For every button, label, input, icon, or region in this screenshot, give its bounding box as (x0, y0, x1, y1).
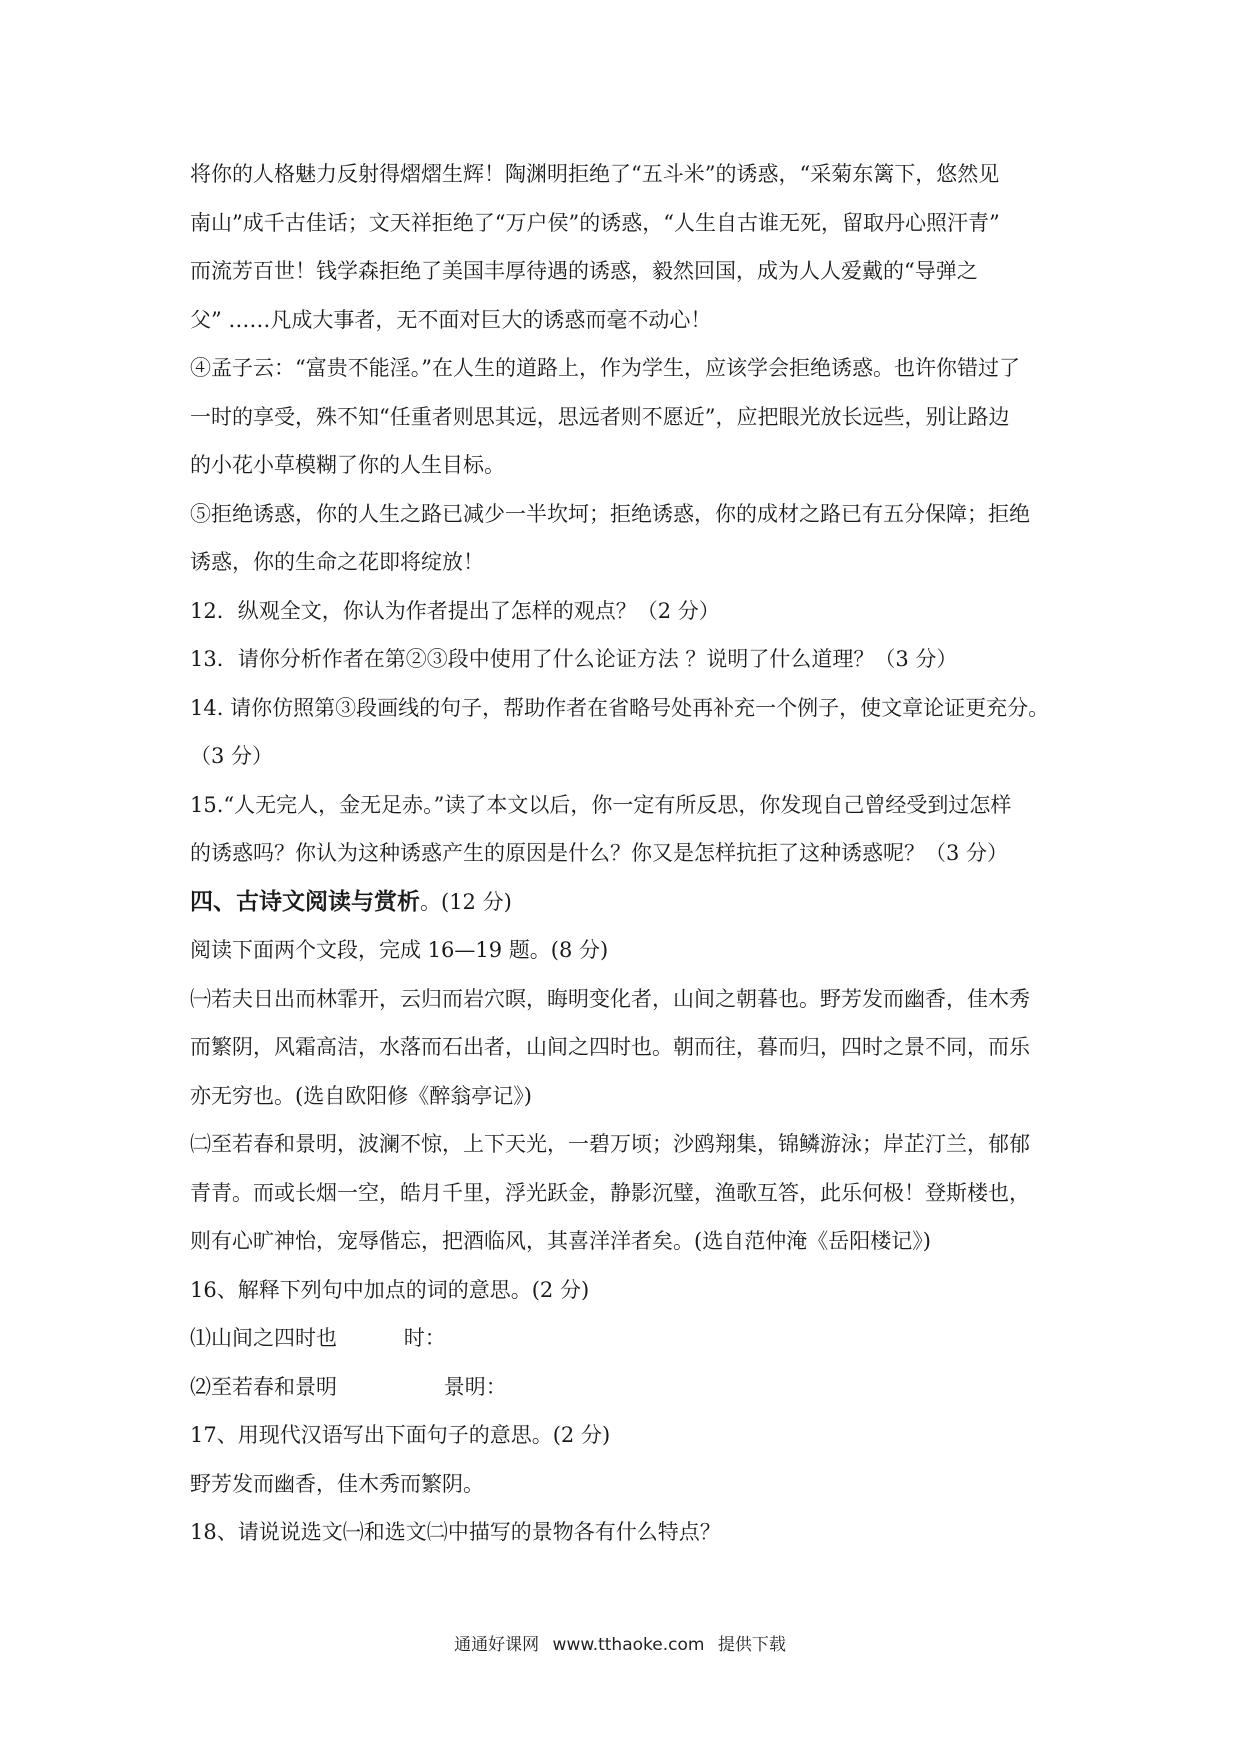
question-18: 18、请说说选文㈠和选文㈡中描写的景物各有什么特点？ (190, 1520, 721, 1544)
text-line: 而流芳百世！钱学森拒绝了美国丰厚待遇的诱惑，毅然回国，成为人人爱戴的“导弹之 (190, 259, 978, 283)
passage-1: 亦无穷也。(选自欧阳修《醉翁亭记》) (190, 1083, 532, 1108)
text-line: 将你的人格魅力反射得熠熠生辉！陶渊明拒绝了“五斗米”的诱惑，“采菊东篱下，悠然见 (190, 162, 1000, 186)
footer-site-name: 通通好课网 (454, 1635, 540, 1655)
passage-2: 则有心旷神怡，宠辱偕忘，把酒临风，其喜洋洋者矣。(选自范仲淹《岳阳楼记》) (190, 1229, 931, 1253)
passage-1: ㈠若夫日出而林霏开，云归而岩穴暝，晦明变化者，山间之朝暮也。野芳发而幽香，佳木秀 (190, 986, 1030, 1011)
question-15: 15.“人无完人，金无足赤。”读了本文以后，你一定有所反思，你发现自己曾经受到过怎样 (190, 792, 1012, 817)
section-title: 四、古诗文阅读与赏析 (190, 888, 420, 915)
text-line: 的小花小草模糊了你的人生目标。 (190, 453, 505, 477)
footer-suffix: 提供下载 (717, 1635, 786, 1655)
question-14: 14. 请你仿照第③段画线的句子，帮助作者在省略号处再补充一个例子，使文章论证更充分。 (190, 695, 1050, 720)
text-line: ④孟子云：“富贵不能淫。”在人生的道路上，作为学生，应该学会拒绝诱惑。也许你错过了 (190, 356, 1020, 380)
question-17: 17、用现代汉语写出下面句子的意思。(2 分) (190, 1423, 611, 1447)
question-13: 13．请你分析作者在第②③段中使用了什么论证方法 ？说明了什么道理？（3 分） (190, 647, 958, 671)
page-footer (0, 1630, 1240, 1655)
text-line: 诱惑，你的生命之花即将绽放！ (190, 550, 484, 574)
question-16-item-1: ⑴山间之四时也 时： (190, 1326, 446, 1350)
question-17-sentence: 野芳发而幽香，佳木秀而繁阴。 (190, 1471, 484, 1496)
passage-1: 而繁阴，风霜高洁，水落而石出者，山间之四时也。朝而往，暮而归，四时之景不同，而乐 (190, 1035, 1030, 1059)
question-15-cont: 的诱惑吗？你认为这种诱惑产生的原因是什么？你又是怎样抗拒了这种诱惑呢？（3 分） (190, 841, 1009, 865)
text-line: 一时的享受，殊不知“任重者则思其远，思远者则不愿近”，应把眼光放长远些，别让路边 (190, 404, 1010, 429)
passage-2: 青青。而或长烟一空，皓月千里，浮光跃金，静影沉璧，渔歌互答，此乐何极！登斯楼也， (190, 1180, 1030, 1205)
question-14-score: （3 分） (190, 744, 274, 768)
passage-2: ㈡至若春和景明，波澜不惊，上下天光，一碧万顷；沙鸥翔集，锦鳞游泳；岸芷汀兰，郁郁 (190, 1132, 1030, 1156)
reading-instruction: 阅读下面两个文段，完成 16—19 题。(8 分) (190, 938, 609, 962)
section-score: 。(12 分) (420, 889, 512, 914)
document-body (190, 150, 1060, 1557)
section-heading (190, 878, 1060, 927)
question-16-item-2: ⑵至若春和景明 景明： (190, 1374, 507, 1399)
text-line: ⑤拒绝诱惑，你的人生之路已减少一半坎坷；拒绝诱惑，你的成材之路已有五分保障；拒绝 (190, 501, 1030, 526)
question-12: 12．纵观全文，你认为作者提出了怎样的观点？（2 分） (190, 598, 720, 623)
footer-url: www.tthaoke.com (552, 1635, 705, 1655)
text-line: 父” ……凡成大事者，无不面对巨大的诱惑而毫不动心！ (190, 307, 712, 332)
question-16: 16、解释下列句中加点的词的意思。(2 分) (190, 1277, 590, 1302)
text-line: 南山”成千古佳话；文天祥拒绝了“万户侯”的诱惑，“人生自古谁无死，留取丹心照汗青” (190, 210, 1000, 235)
